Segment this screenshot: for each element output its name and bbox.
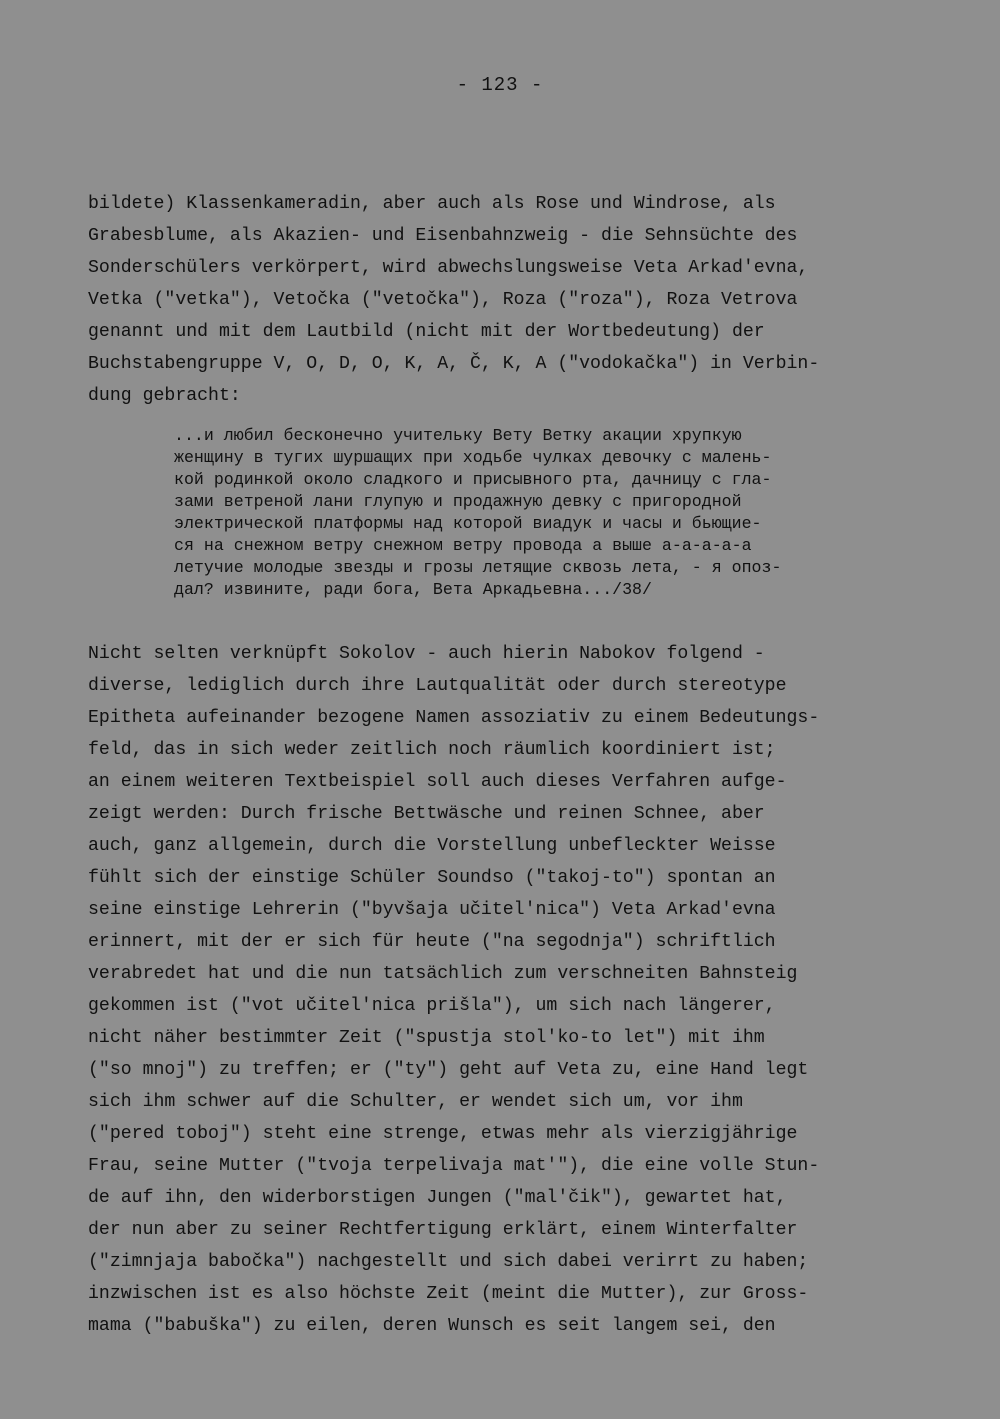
text-line: Sonderschülers verkörpert, wird abwechslungsweise Veta Arkad'evna, xyxy=(88,258,809,278)
text-line: nicht näher bestimmter Zeit ("spustja stol'ko-to let") mit ihm xyxy=(88,1028,765,1048)
paragraph-1 xyxy=(88,188,888,412)
text-line: de auf ihn, den widerborstigen Jungen ("mal'čik"), gewartet hat, xyxy=(88,1188,787,1208)
quote-line: кой родинкой около сладкого и присывного рта, дачницу с гла- xyxy=(174,470,772,489)
quote-line: ся на снежном ветру снежном ветру провода а выше а-а-а-а-а xyxy=(174,536,752,555)
text-line: Epitheta aufeinander bezogene Namen assoziativ zu einem Bedeutungs- xyxy=(88,708,820,728)
text-line: genannt und mit dem Lautbild (nicht mit der Wortbedeutung) der xyxy=(88,322,765,342)
quote-line: дал? извините, ради бога, Вета Аркадьевна.../38/ xyxy=(174,580,652,599)
quote-line: летучие молодые звезды и грозы летящие сквозь лета, - я опоз- xyxy=(174,558,782,577)
text-line: zeigt werden: Durch frische Bettwäsche und reinen Schnee, aber xyxy=(88,804,765,824)
text-line: Vetka ("vetka"), Vetočka ("vetočka"), Roza ("roza"), Roza Vetrova xyxy=(88,290,798,310)
text-line: Grabesblume, als Akazien- und Eisenbahnzweig - die Sehnsüchte des xyxy=(88,226,798,246)
text-line: an einem weiteren Textbeispiel soll auch dieses Verfahren aufge- xyxy=(88,772,787,792)
quote-line: ...и любил бесконечно учительку Вету Ветку акации хрупкую xyxy=(174,426,742,445)
text-line: ("so mnoj") zu treffen; er ("ty") geht auf Veta zu, eine Hand legt xyxy=(88,1060,809,1080)
text-line: verabredet hat und die nun tatsächlich zum verschneiten Bahnsteig xyxy=(88,964,798,984)
quote-line: женщину в тугих шуршащих при ходьбе чулках девочку с малень- xyxy=(174,448,772,467)
quote-line: зами ветреной лани глупую и продажную девку с пригородной xyxy=(174,492,742,511)
text-line: Nicht selten verknüpft Sokolov - auch hierin Nabokov folgend - xyxy=(88,644,765,664)
text-line: gekommen ist ("vot učitel'nica prišla"), um sich nach längerer, xyxy=(88,996,776,1016)
text-line: dung gebracht: xyxy=(88,386,241,406)
text-line: erinnert, mit der er sich für heute ("na segodnja") schriftlich xyxy=(88,932,776,952)
text-line: auch, ganz allgemein, durch die Vorstellung unbefleckter Weisse xyxy=(88,836,776,856)
text-line: inzwischen ist es also höchste Zeit (meint die Mutter), zur Gross- xyxy=(88,1284,809,1304)
page-number: - 123 - xyxy=(456,74,544,96)
text-line: feld, das in sich weder zeitlich noch räumlich koordiniert ist; xyxy=(88,740,776,760)
text-line: diverse, lediglich durch ihre Lautqualität oder durch stereotype xyxy=(88,676,787,696)
quote-line: электрической платформы над которой виадук и часы и бьющие- xyxy=(174,514,762,533)
text-line: ("pered toboj") steht eine strenge, etwas mehr als vierzigjährige xyxy=(88,1124,798,1144)
text-line: Buchstabengruppe V, O, D, O, K, A, Č, K, A ("vodokačka") in Verbin- xyxy=(88,354,820,374)
text-line: ("zimnjaja babočka") nachgestellt und sich dabei verirrt zu haben; xyxy=(88,1252,809,1272)
text-line: fühlt sich der einstige Schüler Soundso ("takoj-to") spontan an xyxy=(88,868,776,888)
text-line: der nun aber zu seiner Rechtfertigung erklärt, einem Winterfalter xyxy=(88,1220,798,1240)
text-line: mama ("babuška") zu eilen, deren Wunsch es seit langem sei, den xyxy=(88,1316,776,1336)
russian-quote-block xyxy=(174,425,914,601)
text-line: Frau, seine Mutter ("tvoja terpelivaja mat'"), die eine volle Stun- xyxy=(88,1156,820,1176)
text-line: seine einstige Lehrerin ("byvšaja učitel'nica") Veta Arkad'evna xyxy=(88,900,776,920)
text-line: sich ihm schwer auf die Schulter, er wendet sich um, vor ihm xyxy=(88,1092,743,1112)
text-line: bildete) Klassenkameradin, aber auch als Rose und Windrose, als xyxy=(88,194,776,214)
paragraph-2 xyxy=(88,638,888,1342)
